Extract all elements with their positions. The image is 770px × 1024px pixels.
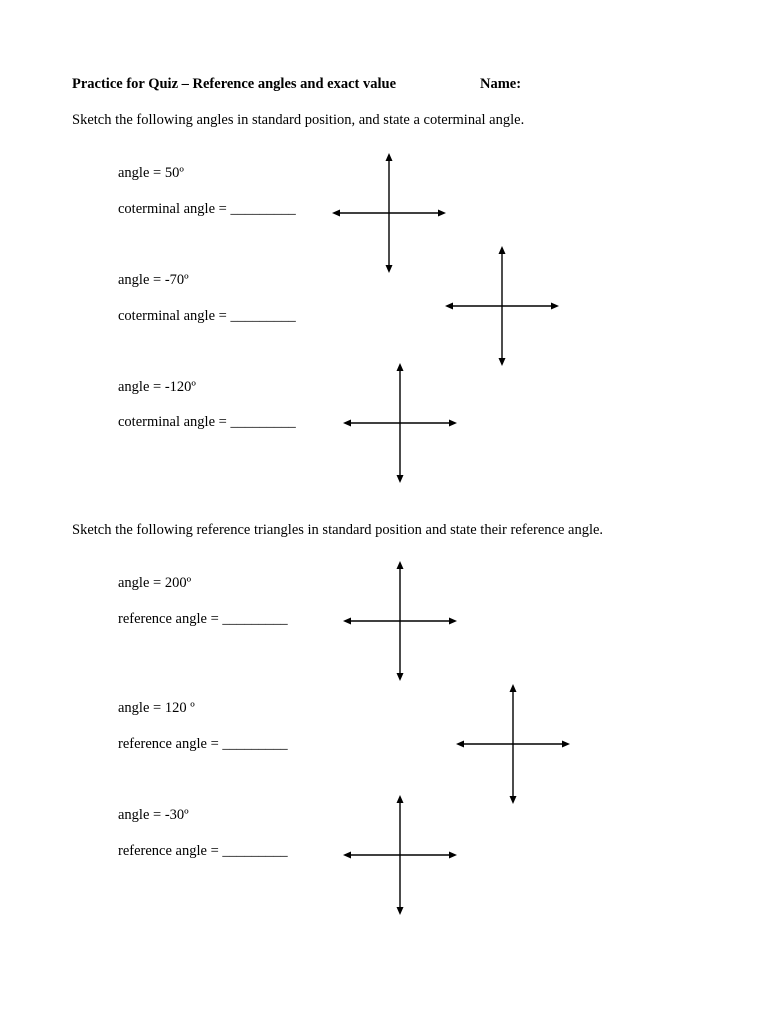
angle-label: angle = -120º: [118, 379, 196, 395]
angle-label: angle = -70º: [118, 272, 189, 288]
name-label: Name:: [480, 76, 522, 92]
section1-instruction: Sketch the following angles in standard position, and state a coterminal angle.: [72, 112, 525, 128]
page-title: Practice for Quiz – Reference angles and exact value: [72, 76, 397, 92]
reference-answer: reference angle = _________: [118, 611, 288, 627]
coterminal-answer: coterminal angle = _________: [118, 201, 296, 217]
coordinate-axes: [332, 153, 446, 273]
angle-label: angle = 200º: [118, 575, 192, 591]
reference-answer: reference angle = _________: [118, 736, 288, 752]
reference-answer: reference angle = _________: [118, 843, 288, 859]
coordinate-axes: [343, 561, 457, 681]
angle-label: angle = 120 º: [118, 700, 195, 716]
coordinate-axes: [445, 246, 559, 366]
coordinate-axes: [343, 363, 457, 483]
coterminal-answer: coterminal angle = _________: [118, 414, 296, 430]
coordinate-axes: [456, 684, 570, 804]
angle-label: angle = 50º: [118, 165, 184, 181]
coterminal-answer: coterminal angle = _________: [118, 308, 296, 324]
section2-instruction: Sketch the following reference triangles in standard position and state their reference angle.: [72, 522, 604, 538]
angle-label: angle = -30º: [118, 807, 189, 823]
coordinate-axes: [343, 795, 457, 915]
